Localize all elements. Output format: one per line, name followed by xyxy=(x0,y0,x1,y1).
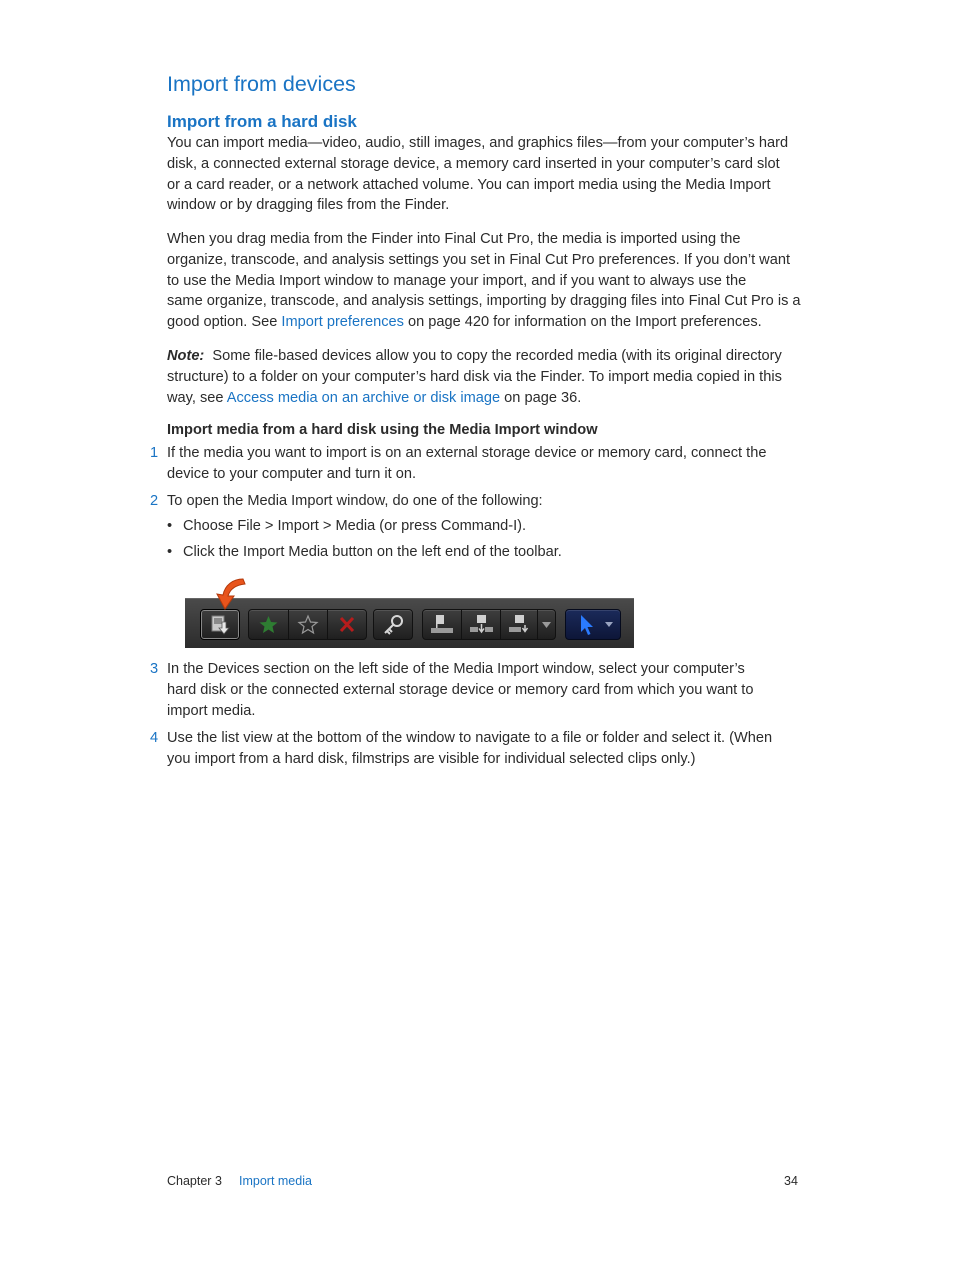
bullet-text: Choose File > Import > Media (or press Command-I). xyxy=(183,518,527,534)
step-number: 3 xyxy=(149,661,159,677)
favorite-button[interactable] xyxy=(249,613,288,641)
step-line: import media. xyxy=(167,702,256,719)
rating-button-group xyxy=(248,609,367,640)
chevron-down-icon xyxy=(538,613,555,635)
drag-paragraph xyxy=(167,229,807,333)
favorite-star-icon xyxy=(249,613,288,635)
edit-button-group xyxy=(422,609,556,640)
step-line: hard disk or the connected external storage device or memory card from which you want to xyxy=(167,681,754,698)
append-clip-icon xyxy=(501,613,537,635)
paragraph-line: organize, transcode, and analysis settings you set in Final Cut Pro preferences. If you don’t want xyxy=(167,251,791,268)
access-media-archive-link[interactable]: Access media on an archive or disk image xyxy=(226,389,501,406)
text-run: good option. See xyxy=(167,314,282,331)
paragraph-line xyxy=(167,388,807,409)
intro-paragraph xyxy=(167,133,807,216)
unrate-button[interactable] xyxy=(289,613,327,641)
text-run: way, see xyxy=(167,389,227,406)
callout-arrow-icon xyxy=(205,575,253,615)
step-number: 1 xyxy=(149,445,159,461)
step-3 xyxy=(148,659,808,722)
reject-button[interactable] xyxy=(328,613,366,641)
step-text xyxy=(167,659,753,721)
step-line: device to your computer and turn it on. xyxy=(167,465,417,482)
insert-button[interactable] xyxy=(462,613,500,641)
paragraph-line: window or by dragging files from the Finder. xyxy=(167,197,450,214)
step-text xyxy=(167,491,543,512)
step-text xyxy=(167,443,766,485)
paragraph-line: disk, a connected external storage device, a memory card inserted in your computer’s card slot xyxy=(167,155,780,172)
paragraph-line: to use the Media Import window to manage your import, and if you want to always use the xyxy=(167,272,747,289)
paragraph-line: or a card reader, or a network attached volume. You can import media using the Media Import xyxy=(167,176,771,193)
append-button[interactable] xyxy=(501,613,537,641)
step-line: To open the Media Import window, do one of the following: xyxy=(167,493,543,509)
paragraph-line: When you drag media from the Finder into Final Cut Pro, the media is imported using the xyxy=(167,231,741,247)
bullet-marker: • xyxy=(167,544,173,560)
step-number: 4 xyxy=(149,730,159,746)
text-run: Some file-based devices allow you to copy the recorded media (with its original directory xyxy=(212,348,782,364)
note-paragraph xyxy=(167,346,807,408)
step-line: If the media you want to import is on an external storage device or memory card, connect the xyxy=(167,445,767,461)
bullet-item xyxy=(167,518,526,534)
import-preferences-link[interactable]: Import preferences xyxy=(281,314,404,331)
connect-clip-icon xyxy=(423,613,461,635)
step-text xyxy=(167,728,772,770)
bullet-text: Click the Import Media button on the left end of the toolbar. xyxy=(183,544,562,560)
paragraph-line xyxy=(167,312,807,333)
footer-chapter-link[interactable]: Import media xyxy=(239,1174,312,1188)
reject-x-icon xyxy=(328,613,366,635)
chevron-down-icon xyxy=(605,622,613,627)
note-label: Note: xyxy=(167,348,205,364)
paragraph-line: structure) to a folder on your computer’s hard disk via the Finder. To import media copied in this xyxy=(167,368,782,385)
select-tool-button[interactable] xyxy=(565,609,621,640)
step-1 xyxy=(148,443,808,485)
insert-clip-icon xyxy=(462,613,500,635)
bullet-item xyxy=(167,544,562,560)
step-line: you import from a hard disk, filmstrips are visible for individual selected clips only.) xyxy=(167,750,696,767)
select-arrow-icon xyxy=(566,610,620,639)
paragraph-line: same organize, transcode, and analysis settings, importing by dragging files into Final Cut Pro is a xyxy=(167,293,801,310)
keyword-button[interactable] xyxy=(373,609,413,640)
paragraph-line xyxy=(167,346,807,367)
text-run: on page 36. xyxy=(500,389,582,406)
edit-options-dropdown[interactable] xyxy=(538,613,555,644)
keyword-key-icon xyxy=(374,610,412,639)
section-heading: Import from devices xyxy=(167,72,356,96)
step-line: In the Devices section on the left side of the Media Import window, select your computer’s xyxy=(167,661,745,677)
text-run: on page 420 for information on the Import preferences. xyxy=(403,314,762,331)
step-line: Use the list view at the bottom of the window to navigate to a file or folder and select it. (When xyxy=(167,730,773,746)
step-4 xyxy=(148,728,808,770)
task-title: Import media from a hard disk using the Media Import window xyxy=(167,422,598,438)
step-number: 2 xyxy=(149,493,159,509)
step-2 xyxy=(148,491,808,512)
unrate-star-icon xyxy=(289,613,327,635)
subsection-heading: Import from a hard disk xyxy=(167,112,357,131)
footer-chapter: Chapter 3 xyxy=(167,1174,222,1188)
connect-button[interactable] xyxy=(423,613,461,641)
bullet-marker: • xyxy=(167,518,173,534)
page-number: 34 xyxy=(784,1174,798,1188)
paragraph-line: You can import media—video, audio, still images, and graphics files—from your computer’s hard xyxy=(167,135,789,151)
